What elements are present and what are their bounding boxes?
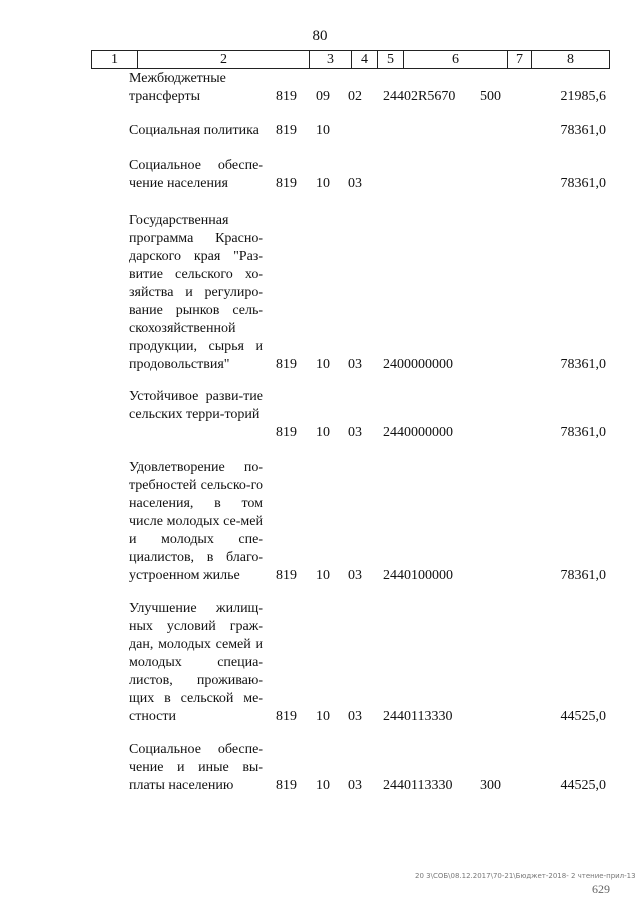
row-col4: 10	[316, 425, 330, 440]
header-col-8: 8	[531, 51, 610, 68]
row-col5: 03	[348, 425, 362, 440]
header-col-3: 3	[309, 51, 351, 68]
row-col5: 03	[348, 568, 362, 583]
row-col5: 03	[348, 709, 362, 724]
row-col7: 500	[480, 89, 501, 104]
row-col6: 2440113330	[383, 709, 453, 724]
row-col3: 819	[276, 89, 297, 104]
row-col8: 21985,6	[560, 89, 606, 104]
row-name: Социальное обеспе-чение населения	[129, 158, 263, 191]
row-col5: 03	[348, 778, 362, 793]
row-col3: 819	[276, 425, 297, 440]
row-col8: 44525,0	[560, 709, 606, 724]
row-col6: 2400000000	[383, 357, 453, 372]
row-col4: 10	[316, 357, 330, 372]
row-col6: 2440113330	[383, 778, 453, 793]
row-name: Государственная программа Красно-дарского края "Раз-витие сельского хо-зяйства и регулиро-вание рынков сель-скохозяйственной продукции, сырья и продовольствия"	[129, 213, 263, 372]
header-col-7: 7	[507, 51, 531, 68]
row-name: Социальная политика	[129, 123, 259, 138]
row-name: Удовлетворение по-требностей сельско-го населения, в том числе молодых се-мей и молодых спе-циалистов, в благо-устроенном жилье	[129, 460, 263, 583]
row-col6: 2440000000	[383, 425, 453, 440]
row-name: Межбюджетные трансферты	[129, 71, 226, 104]
table-header	[91, 50, 610, 69]
row-col5: 03	[348, 357, 362, 372]
row-col4: 10	[316, 176, 330, 191]
row-col4: 10	[316, 123, 330, 138]
row-col4: 10	[316, 778, 330, 793]
page-number: 80	[312, 28, 328, 44]
row-name: Устойчивое разви-тие сельских терри-торий	[129, 389, 263, 422]
row-col4: 09	[316, 89, 330, 104]
row-col4: 10	[316, 709, 330, 724]
row-col8: 44525,0	[560, 778, 606, 793]
row-col3: 819	[276, 176, 297, 191]
row-col8: 78361,0	[560, 176, 606, 191]
row-col8: 78361,0	[560, 123, 606, 138]
header-col-5: 5	[377, 51, 403, 68]
footer-file-path: 20 3\СОБ\08.12.2017\70-21\Бюджет-2018- 2 чтение-прил-13	[415, 872, 636, 880]
row-col7: 300	[480, 778, 501, 793]
header-col-2: 2	[137, 51, 309, 68]
row-col8: 78361,0	[560, 357, 606, 372]
row-name: Улучшение жилищ-ных условий граж-дан, молодых семей и молодых специа-листов, проживаю-щих в сельской ме-стности	[129, 601, 263, 724]
row-col3: 819	[276, 778, 297, 793]
header-col-1: 1	[91, 51, 137, 68]
row-col3: 819	[276, 568, 297, 583]
row-col5: 02	[348, 89, 362, 104]
stamp-number: 629	[592, 882, 610, 896]
row-col6: 24402R5670	[383, 89, 456, 104]
header-col-4: 4	[351, 51, 377, 68]
row-col3: 819	[276, 357, 297, 372]
row-col5: 03	[348, 176, 362, 191]
row-col4: 10	[316, 568, 330, 583]
row-name: Социальное обеспе-чение и иные вы-платы населению	[129, 742, 263, 793]
row-col3: 819	[276, 709, 297, 724]
row-col8: 78361,0	[560, 568, 606, 583]
row-col6: 2440100000	[383, 568, 453, 583]
row-col3: 819	[276, 123, 297, 138]
row-col8: 78361,0	[560, 425, 606, 440]
header-col-6: 6	[403, 51, 507, 68]
